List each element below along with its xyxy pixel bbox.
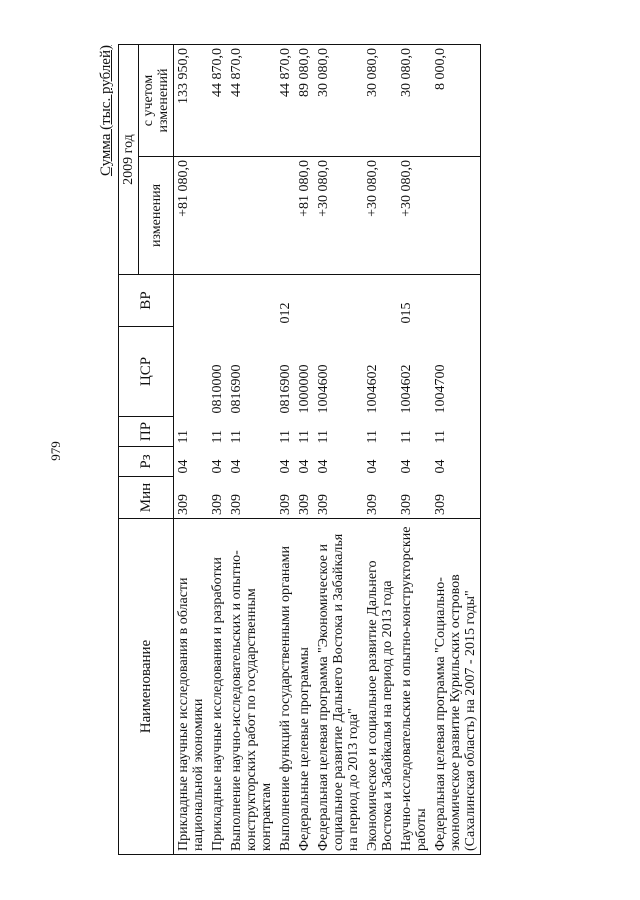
cell-min: 309 (208, 477, 227, 519)
cell-total: 30 080,0 (397, 45, 431, 157)
header-name: Наименование (119, 519, 174, 855)
header-rz: Рз (119, 447, 174, 477)
cell-pr: 11 (316, 430, 331, 444)
cell-changes (227, 157, 276, 275)
cell-changes: +30 080,0 (363, 157, 397, 275)
cell-min: 309 (276, 477, 295, 519)
cell-pr: 11 (278, 430, 293, 444)
header-with-changes: с учетом изменений (139, 45, 174, 157)
cell-changes: +81 080,0 (295, 157, 314, 275)
cell-min: 309 (227, 477, 276, 519)
cell-name: Прикладные научные исследования в области национальной экономики (174, 519, 209, 855)
page-number: 979 (47, 441, 63, 461)
budget-sheet (98, 45, 562, 855)
table-header (119, 45, 174, 855)
cell-changes: +81 080,0 (174, 157, 209, 275)
cell-pr: 11 (297, 430, 312, 444)
cell-name: Научно-исследовательские и опытно-конструкторские работы (397, 519, 431, 855)
cell-vr: 012 (278, 302, 293, 324)
cell-vr (314, 275, 363, 327)
cell-total: 30 080,0 (314, 45, 363, 157)
header-year: 2009 год (119, 45, 139, 275)
cell-csr: 0810000 (210, 364, 225, 414)
header-csr: ЦСР (119, 327, 174, 417)
cell-pr: 11 (365, 430, 380, 444)
table-row (295, 45, 314, 855)
cell-changes: +30 080,0 (314, 157, 363, 275)
table-row (363, 45, 397, 855)
cell-csr: 1004602 (399, 364, 414, 414)
cell-vr (431, 275, 481, 327)
cell-rz: 04 (210, 459, 225, 474)
cell-total: 44 870,0 (276, 45, 295, 157)
cell-name: Выполнение научно-исследовательских и опытно-конструкторских работ по государственным контрактам (227, 519, 276, 855)
cell-name: Выполнение функций государственными органами (276, 519, 295, 855)
cell-rz: 04 (316, 459, 331, 474)
table-body (174, 45, 481, 855)
cell-changes (431, 157, 481, 275)
cell-csr: 1004700 (431, 327, 481, 417)
cell-name: Федеральная целевая программа "Социально-экономическое развитие Курильских островов (Сахалинская область) на 2007 - 2015 годы" (431, 519, 481, 855)
header-changes: изменения (139, 157, 174, 275)
cell-total: 89 080,0 (295, 45, 314, 157)
cell-rz: 04 (399, 459, 414, 474)
cell-csr: 1004602 (365, 364, 380, 414)
cell-vr: 015 (399, 302, 414, 324)
cell-rz: 04 (229, 459, 244, 474)
cell-name: Федеральные целевые программы (295, 519, 314, 855)
cell-pr: 11 (399, 430, 414, 444)
cell-total: 30 080,0 (363, 45, 397, 157)
units-caption: Сумма (тыс. рублей) (98, 45, 114, 177)
table-row (276, 45, 295, 855)
cell-vr (363, 275, 397, 327)
cell-rz: 04 (431, 447, 481, 477)
cell-pr: 11 (229, 430, 244, 444)
table-row (314, 45, 363, 855)
cell-min: 309 (314, 477, 363, 519)
table-row (227, 45, 276, 855)
header-min: Мин (119, 477, 174, 519)
cell-total: 44 870,0 (227, 45, 276, 157)
cell-vr (174, 275, 209, 327)
cell-name: Прикладные научные исследования и разработки (208, 519, 227, 855)
cell-min: 309 (431, 477, 481, 519)
header-pr: ПР (119, 417, 174, 447)
cell-rz: 04 (365, 459, 380, 474)
cell-changes (276, 157, 295, 275)
cell-min: 309 (174, 477, 209, 519)
cell-name: Экономическое и социальное развитие Дальнего Востока и Забайкалья на период до 2013 года (363, 519, 397, 855)
cell-pr: 11 (176, 430, 191, 444)
table-row (208, 45, 227, 855)
cell-csr: 0816900 (278, 364, 293, 414)
cell-vr (227, 275, 276, 327)
cell-csr: 1004600 (316, 364, 331, 414)
cell-min: 309 (363, 477, 397, 519)
cell-changes: +30 080,0 (397, 157, 431, 275)
cell-pr: 11 (210, 430, 225, 444)
cell-min: 309 (295, 477, 314, 519)
table-row (431, 45, 481, 855)
cell-min: 309 (397, 477, 431, 519)
cell-total: 133 950,0 (174, 45, 209, 157)
cell-total: 8 000,0 (431, 45, 481, 157)
cell-csr (174, 327, 209, 417)
cell-name: Федеральная целевая программа "Экономическое и социальное развитие Дальнего Востока и Забайкалья на период до 2013 года" (314, 519, 363, 855)
cell-total: 44 870,0 (208, 45, 227, 157)
cell-csr: 0816900 (229, 364, 244, 414)
cell-changes (208, 157, 227, 275)
cell-rz: 04 (278, 459, 293, 474)
table-row (397, 45, 431, 855)
cell-vr (208, 275, 227, 327)
budget-table (118, 44, 481, 855)
cell-rz: 04 (176, 459, 191, 474)
cell-pr: 11 (431, 417, 481, 447)
cell-vr (295, 275, 314, 327)
cell-csr: 1000000 (297, 364, 312, 414)
table-row (174, 45, 209, 855)
cell-rz: 04 (297, 459, 312, 474)
header-vr: ВР (119, 275, 174, 327)
